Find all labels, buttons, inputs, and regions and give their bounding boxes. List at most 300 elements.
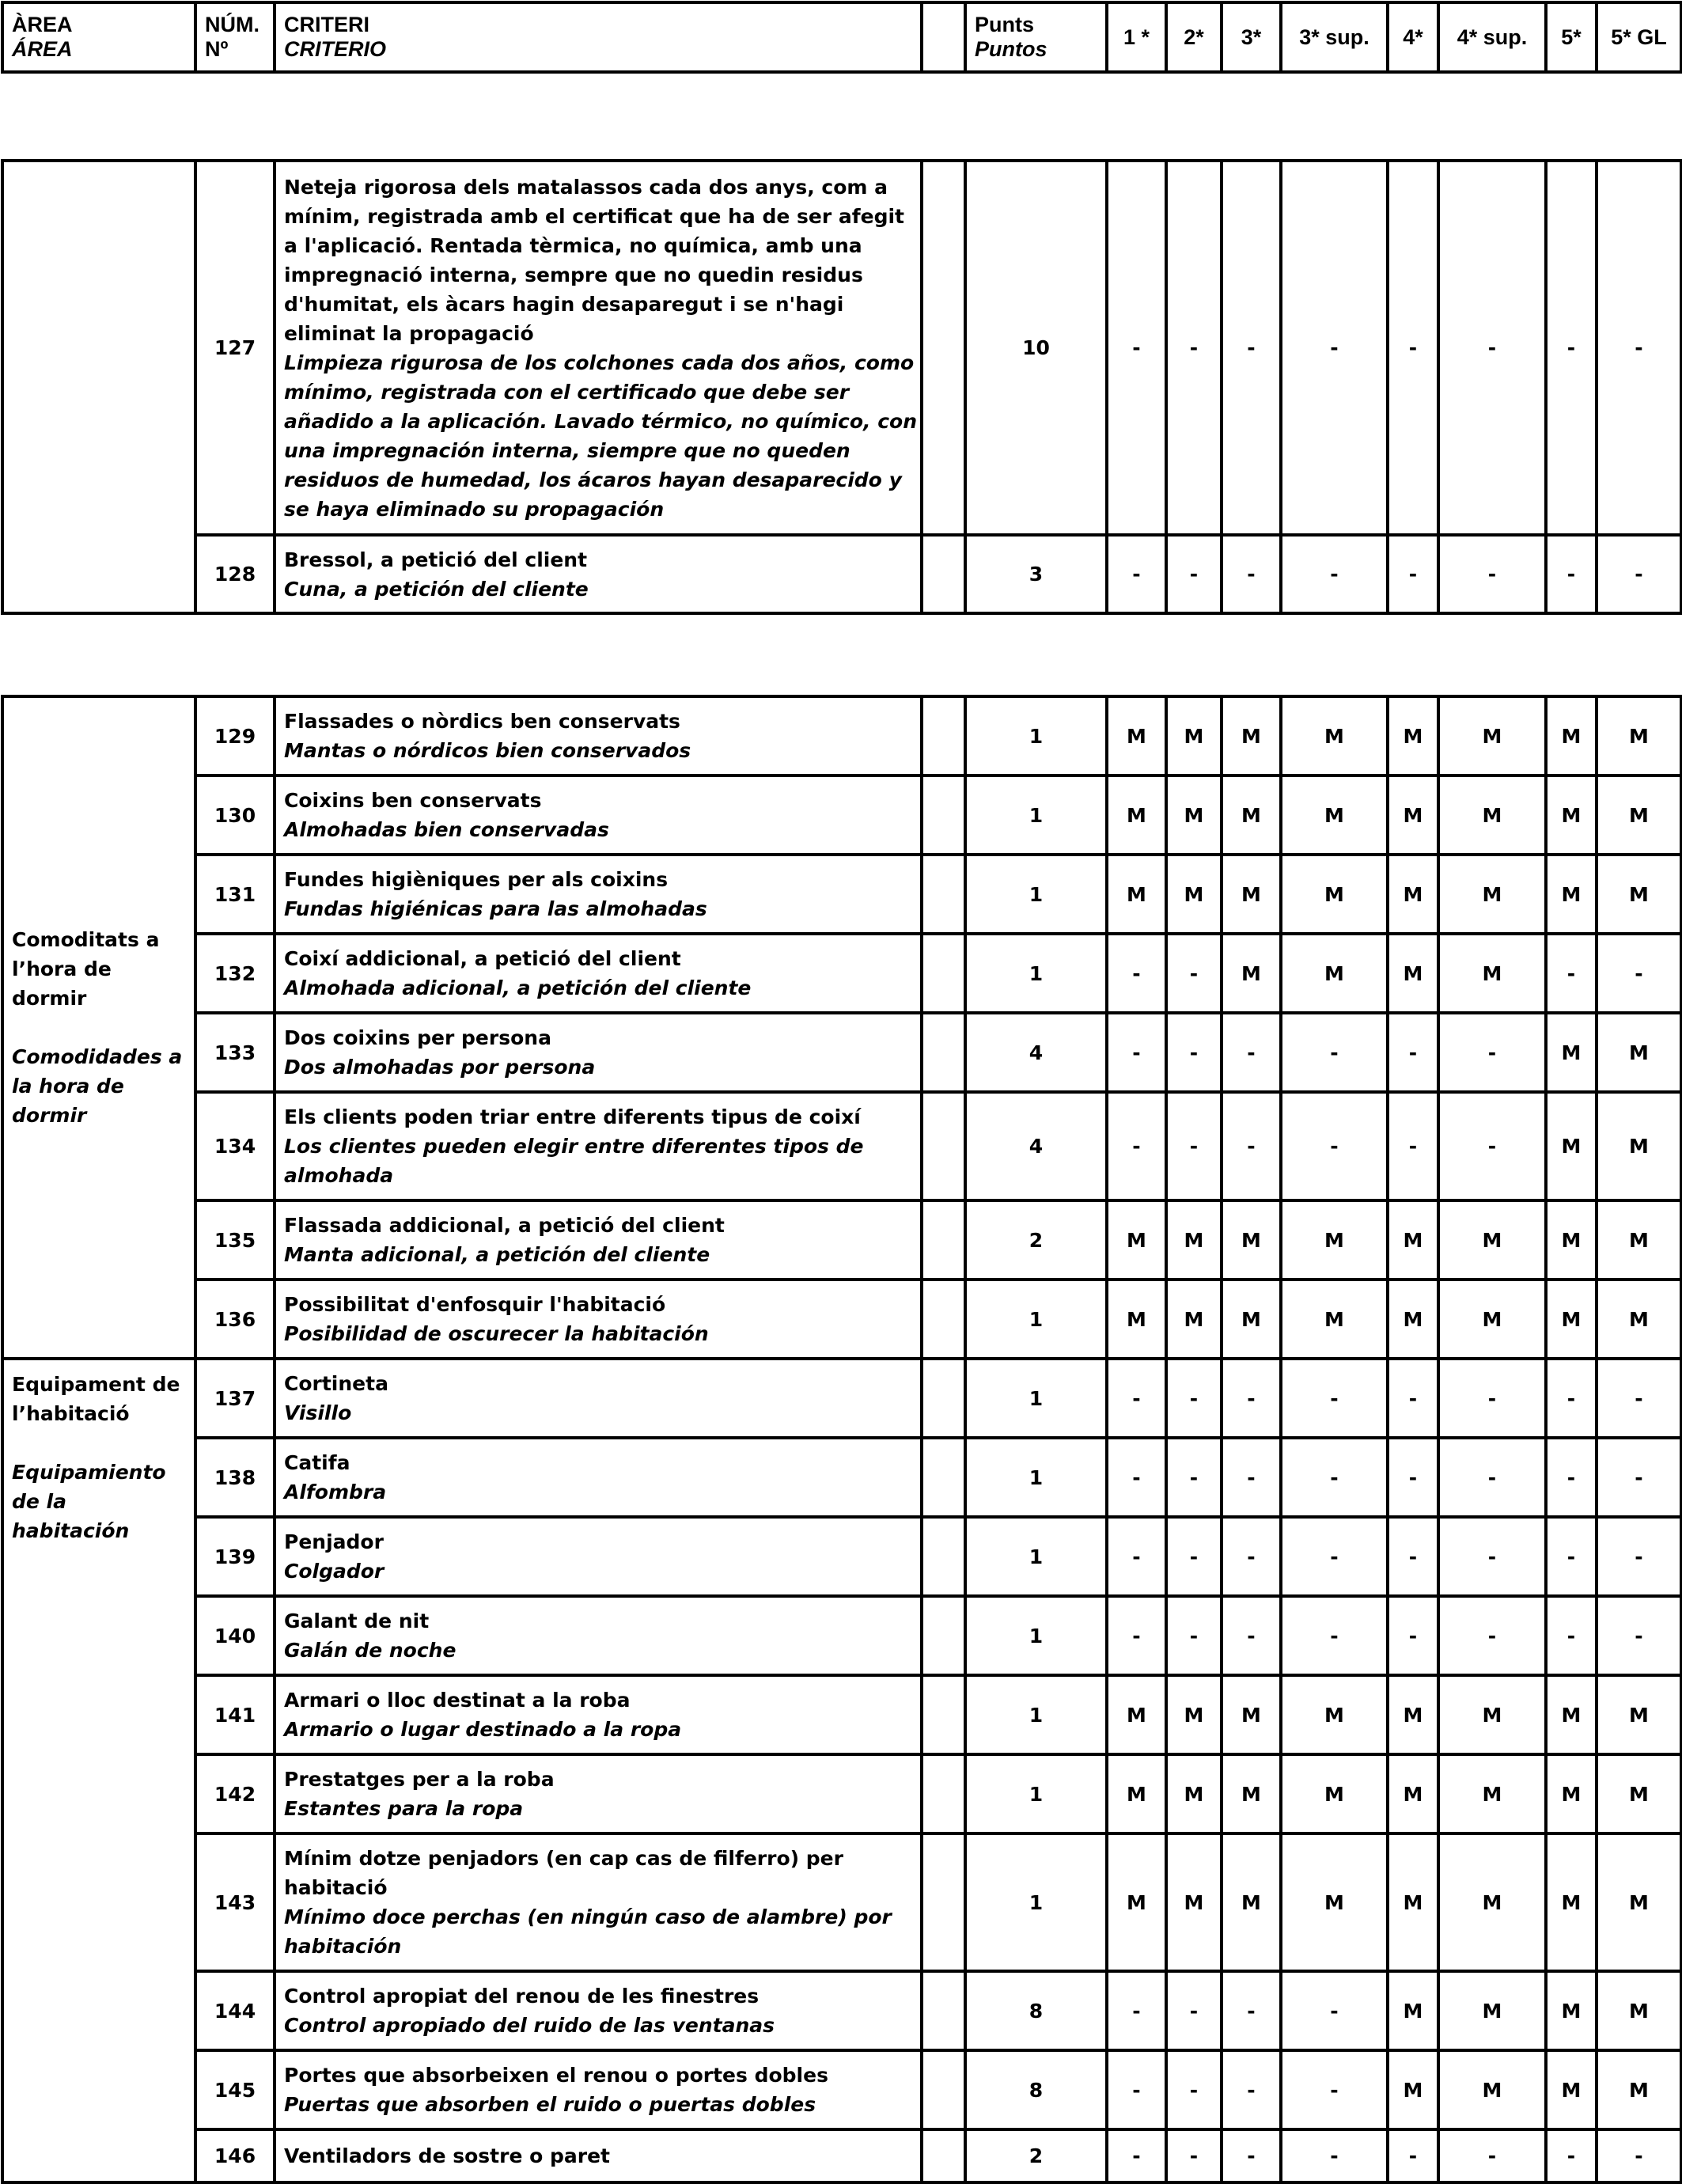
star-value-4sup: - [1438, 535, 1546, 613]
header-punts-es: Puntos [975, 37, 1047, 61]
criterion-text-es: Dos almohadas por persona [284, 1056, 596, 1079]
star-value-3: M [1222, 1833, 1281, 1971]
criterion-number: 127 [195, 161, 275, 535]
criterion-text-ca: Cortineta [284, 1372, 388, 1395]
criterion-number: 130 [195, 775, 275, 855]
star-value-5gl: M [1597, 1833, 1681, 1971]
star-value-1: M [1107, 775, 1166, 855]
criterion-text [275, 1754, 922, 1833]
star-value-4: M [1388, 1280, 1438, 1359]
star-value-5: M [1546, 1092, 1597, 1200]
table-row [2, 161, 1681, 535]
criterion-points: 2 [965, 2129, 1107, 2182]
criterion-text-ca: Portes que absorbeixen el renou o portes dobles [284, 2064, 828, 2087]
star-value-1: M [1107, 696, 1166, 775]
criterion-points: 1 [965, 1517, 1107, 1596]
area-cell [2, 1359, 195, 2182]
criterion-text-ca: Flassades o nòrdics ben conservats [284, 710, 680, 733]
star-value-3sup: M [1281, 1833, 1388, 1971]
area-label-ca: l’hora de dormir [12, 957, 112, 1010]
criterion-number: 140 [195, 1596, 275, 1675]
criterion-text [275, 161, 922, 535]
header-num [195, 2, 275, 72]
star-value-3: - [1222, 1517, 1281, 1596]
table-row [2, 1013, 1681, 1092]
star-value-1: - [1107, 1359, 1166, 1438]
criterion-text-es: Cuna, a petición del cliente [284, 577, 589, 601]
star-value-1: - [1107, 1438, 1166, 1517]
criterion-text [275, 1833, 922, 1971]
criterion-number: 131 [195, 855, 275, 934]
star-value-3sup: - [1281, 1359, 1388, 1438]
criterion-text-es: Galán de noche [284, 1639, 456, 1662]
star-value-1: M [1107, 1200, 1166, 1280]
area-label-ca: Equipament de [12, 1373, 180, 1396]
star-value-2: M [1166, 1675, 1222, 1754]
table-row [2, 2129, 1681, 2182]
criteria-table-section-1 [1, 159, 1682, 615]
criterion-number: 141 [195, 1675, 275, 1754]
star-value-2: - [1166, 1517, 1222, 1596]
table-row [2, 2050, 1681, 2129]
criterion-text [275, 1596, 922, 1675]
star-value-3sup: - [1281, 161, 1388, 535]
star-value-5: M [1546, 1200, 1597, 1280]
criterion-points: 1 [965, 1675, 1107, 1754]
star-value-3: - [1222, 1359, 1281, 1438]
star-value-3: M [1222, 855, 1281, 934]
star-value-3: - [1222, 2050, 1281, 2129]
criterion-text [275, 1971, 922, 2050]
star-value-3: M [1222, 1200, 1281, 1280]
criterion-number: 136 [195, 1280, 275, 1359]
criterion-text-es: Visillo [284, 1401, 352, 1424]
criterion-text [275, 696, 922, 775]
star-value-5: - [1546, 2129, 1597, 2182]
star-value-5: - [1546, 1596, 1597, 1675]
star-value-1: - [1107, 1517, 1166, 1596]
criterion-points: 1 [965, 1596, 1107, 1675]
star-value-4: M [1388, 1833, 1438, 1971]
criterion-number: 135 [195, 1200, 275, 1280]
criterion-text-ca: Armari o lloc destinat a la roba [284, 1689, 631, 1712]
star-value-2: - [1166, 1596, 1222, 1675]
star-value-5gl: - [1597, 161, 1681, 535]
star-value-5gl: M [1597, 1280, 1681, 1359]
star-value-2: M [1166, 775, 1222, 855]
star-value-3: M [1222, 696, 1281, 775]
criterion-points: 2 [965, 1200, 1107, 1280]
table-row [2, 696, 1681, 775]
header-blank [922, 2, 965, 72]
table-row [2, 535, 1681, 613]
criterion-number: 133 [195, 1013, 275, 1092]
blank-cell [922, 1280, 965, 1359]
criterion-text-es: Alfombra [284, 1481, 387, 1503]
criterion-text-ca: Control apropiat del renou de les finestres [284, 1985, 760, 2008]
criterion-text-ca: Coixí addicional, a petició del client [284, 947, 681, 970]
star-value-3: - [1222, 1438, 1281, 1517]
star-value-3sup: - [1281, 1013, 1388, 1092]
criterion-text-es: Armario o lugar destinado a la ropa [284, 1718, 682, 1741]
star-value-5gl: M [1597, 1754, 1681, 1833]
header-area-es: ÁREA [12, 37, 73, 61]
criterion-points: 3 [965, 535, 1107, 613]
header-num-ca: NÚM. [205, 13, 259, 36]
star-value-2: - [1166, 2129, 1222, 2182]
star-value-5gl: M [1597, 855, 1681, 934]
star-value-4: M [1388, 2050, 1438, 2129]
table-row [2, 1971, 1681, 2050]
area-cell [2, 696, 195, 1359]
star-value-1: M [1107, 1754, 1166, 1833]
star-value-3: M [1222, 1675, 1281, 1754]
header-star-5gl: 5* GL [1597, 2, 1681, 72]
criterion-points: 1 [965, 1754, 1107, 1833]
star-value-2: - [1166, 535, 1222, 613]
star-value-4sup: M [1438, 1971, 1546, 2050]
criterion-points: 4 [965, 1013, 1107, 1092]
star-value-5: - [1546, 934, 1597, 1013]
star-value-5gl: M [1597, 2050, 1681, 2129]
star-value-2: - [1166, 934, 1222, 1013]
blank-cell [922, 1971, 965, 2050]
criterion-text [275, 934, 922, 1013]
star-value-3sup: M [1281, 1200, 1388, 1280]
star-value-1: M [1107, 1675, 1166, 1754]
star-value-4sup: M [1438, 855, 1546, 934]
star-value-3: - [1222, 1013, 1281, 1092]
criterion-text [275, 1200, 922, 1280]
header-star-1: 1 * [1107, 2, 1166, 72]
star-value-4sup: - [1438, 2129, 1546, 2182]
criterion-text-es: Puertas que absorben el ruido o puertas dobles [284, 2093, 816, 2116]
star-value-5gl: M [1597, 1092, 1681, 1200]
star-value-2: M [1166, 1200, 1222, 1280]
criterion-text-ca: Flassada addicional, a petició del client [284, 1214, 725, 1237]
star-value-4sup: M [1438, 1833, 1546, 1971]
star-value-4: M [1388, 1754, 1438, 1833]
criterion-text-es: Mantas o nórdicos bien conservados [284, 739, 691, 762]
criterion-text [275, 1675, 922, 1754]
table-row [2, 934, 1681, 1013]
star-value-1: - [1107, 1596, 1166, 1675]
star-value-2: M [1166, 1833, 1222, 1971]
star-value-5gl: M [1597, 696, 1681, 775]
star-value-4sup: M [1438, 1675, 1546, 1754]
criterion-text-ca: Neteja rigorosa dels matalassos cada dos anys, com a mínim, registrada amb el certificat que ha de ser afegit a l'aplicació. Rentada tèrmica, no química, amb una impregnació interna, sempre que no quedin residus d'humitat, els àcars hagin desaparegut i se n'hagi eliminat la propagació [284, 175, 904, 345]
star-value-3sup: M [1281, 696, 1388, 775]
star-value-5: - [1546, 535, 1597, 613]
star-value-2: M [1166, 696, 1222, 775]
star-value-4sup: - [1438, 1517, 1546, 1596]
star-value-1: - [1107, 535, 1166, 613]
star-value-5gl: - [1597, 934, 1681, 1013]
header-criteri-es: CRITERIO [284, 37, 387, 61]
star-value-5: M [1546, 1013, 1597, 1092]
star-value-4: - [1388, 2129, 1438, 2182]
criterion-number: 129 [195, 696, 275, 775]
star-value-3: - [1222, 2129, 1281, 2182]
header-criteri [275, 2, 922, 72]
star-value-4: - [1388, 1092, 1438, 1200]
table-row [2, 1200, 1681, 1280]
criteria-table-section-2 [1, 695, 1682, 2184]
star-value-4sup: M [1438, 934, 1546, 1013]
star-value-1: - [1107, 934, 1166, 1013]
star-value-3sup: - [1281, 2129, 1388, 2182]
criterion-number: 142 [195, 1754, 275, 1833]
star-value-2: - [1166, 1013, 1222, 1092]
criterion-text [275, 2050, 922, 2129]
star-value-2: M [1166, 855, 1222, 934]
area-label-es: Comodidades a [12, 1045, 183, 1068]
criterion-number: 144 [195, 1971, 275, 2050]
star-value-5gl: - [1597, 1359, 1681, 1438]
area-gap [12, 1013, 188, 1042]
criterion-text-ca: Coixins ben conservats [284, 789, 542, 812]
criterion-number: 143 [195, 1833, 275, 1971]
criterion-text-es: Colgador [284, 1560, 385, 1583]
star-value-4: M [1388, 775, 1438, 855]
star-value-2: - [1166, 1092, 1222, 1200]
blank-cell [922, 775, 965, 855]
blank-cell [922, 1438, 965, 1517]
star-value-4: M [1388, 696, 1438, 775]
criterion-points: 8 [965, 1971, 1107, 2050]
star-value-5: - [1546, 1438, 1597, 1517]
criterion-text-ca: Possibilitat d'enfosquir l'habitació [284, 1293, 666, 1316]
blank-cell [922, 1517, 965, 1596]
area-label-ca: Comoditats a [12, 928, 160, 951]
star-value-1: M [1107, 1280, 1166, 1359]
star-value-1: M [1107, 1833, 1166, 1971]
criterion-text-es: Estantes para la ropa [284, 1797, 524, 1820]
criterion-points: 1 [965, 775, 1107, 855]
criterion-number: 138 [195, 1438, 275, 1517]
area-label-es: Equipamiento [12, 1461, 166, 1484]
blank-cell [922, 2050, 965, 2129]
criterion-points: 1 [965, 696, 1107, 775]
criterion-text-ca: Catifa [284, 1451, 350, 1474]
criterion-text [275, 535, 922, 613]
header-star-3: 3* [1222, 2, 1281, 72]
star-value-3sup: - [1281, 1517, 1388, 1596]
blank-cell [922, 1675, 965, 1754]
area-gap [12, 1428, 188, 1458]
criterion-points: 1 [965, 855, 1107, 934]
criterion-points: 1 [965, 1359, 1107, 1438]
star-value-3sup: M [1281, 1754, 1388, 1833]
criterion-text-es: Almohada adicional, a petición del cliente [284, 976, 752, 999]
star-value-5gl: - [1597, 2129, 1681, 2182]
area-label-es: la hora de [12, 1075, 124, 1098]
star-value-3sup: M [1281, 1675, 1388, 1754]
star-value-4sup: - [1438, 1359, 1546, 1438]
star-value-3sup: M [1281, 855, 1388, 934]
criterion-points: 8 [965, 2050, 1107, 2129]
criterion-text-es: Manta adicional, a petición del cliente [284, 1243, 710, 1266]
criterion-text [275, 1517, 922, 1596]
star-value-4: M [1388, 1971, 1438, 2050]
star-value-4sup: M [1438, 1280, 1546, 1359]
blank-cell [922, 1013, 965, 1092]
star-value-3sup: M [1281, 1280, 1388, 1359]
area-cell-empty [2, 161, 195, 613]
star-value-4sup: M [1438, 775, 1546, 855]
star-value-2: - [1166, 161, 1222, 535]
header-table [1, 1, 1682, 74]
criterion-text [275, 1359, 922, 1438]
star-value-3: M [1222, 934, 1281, 1013]
star-value-5gl: M [1597, 1200, 1681, 1280]
criterion-points: 1 [965, 1833, 1107, 1971]
star-value-4sup: - [1438, 161, 1546, 535]
criterion-text-ca: Penjador [284, 1530, 384, 1553]
criterion-text [275, 775, 922, 855]
header-star-4: 4* [1388, 2, 1438, 72]
criterion-text-ca: Mínim dotze penjadors (en cap cas de filferro) per habitació [284, 1847, 843, 1899]
star-value-4: - [1388, 535, 1438, 613]
star-value-5gl: - [1597, 1517, 1681, 1596]
criterion-number: 137 [195, 1359, 275, 1438]
table-row [2, 1517, 1681, 1596]
star-value-3: - [1222, 1596, 1281, 1675]
star-value-4: - [1388, 1438, 1438, 1517]
star-value-5: M [1546, 1280, 1597, 1359]
star-value-5: M [1546, 1675, 1597, 1754]
star-value-5gl: - [1597, 1596, 1681, 1675]
criterion-text-es: Control apropiado del ruido de las ventanas [284, 2014, 775, 2037]
star-value-3: M [1222, 1280, 1281, 1359]
criterion-text-ca: Bressol, a petició del client [284, 548, 588, 571]
star-value-2: M [1166, 1754, 1222, 1833]
star-value-3sup: - [1281, 535, 1388, 613]
star-value-5gl: M [1597, 1013, 1681, 1092]
criterion-text [275, 1280, 922, 1359]
star-value-3: - [1222, 1971, 1281, 2050]
star-value-5gl: M [1597, 1675, 1681, 1754]
table-row [2, 1438, 1681, 1517]
table-row [2, 1833, 1681, 1971]
star-value-5: - [1546, 1359, 1597, 1438]
blank-cell [922, 2129, 965, 2182]
criterion-text-ca: Fundes higièniques per als coixins [284, 868, 669, 891]
star-value-4: - [1388, 1359, 1438, 1438]
star-value-1: - [1107, 2050, 1166, 2129]
star-value-5: M [1546, 775, 1597, 855]
star-value-4: - [1388, 1013, 1438, 1092]
header-star-2: 2* [1166, 2, 1222, 72]
header-criteri-ca: CRITERI [284, 13, 369, 36]
blank-cell [922, 696, 965, 775]
criterion-text [275, 1438, 922, 1517]
blank-cell [922, 1359, 965, 1438]
blank-cell [922, 161, 965, 535]
star-value-3sup: - [1281, 1971, 1388, 2050]
criterion-text-es: Fundas higiénicas para las almohadas [284, 897, 707, 920]
star-value-1: - [1107, 2129, 1166, 2182]
star-value-5: M [1546, 1754, 1597, 1833]
star-value-3: - [1222, 535, 1281, 613]
star-value-1: - [1107, 1971, 1166, 2050]
criterion-number: 132 [195, 934, 275, 1013]
star-value-5: M [1546, 1971, 1597, 2050]
criterion-text [275, 855, 922, 934]
criterion-text-ca: Prestatges per a la roba [284, 1768, 555, 1791]
header-num-es: Nº [205, 37, 229, 61]
star-value-3: - [1222, 161, 1281, 535]
criterion-points: 10 [965, 161, 1107, 535]
star-value-4: - [1388, 1596, 1438, 1675]
criterion-number: 146 [195, 2129, 275, 2182]
star-value-4sup: M [1438, 1200, 1546, 1280]
star-value-5: M [1546, 2050, 1597, 2129]
header-star-4sup: 4* sup. [1438, 2, 1546, 72]
table-row [2, 1754, 1681, 1833]
criterion-text-ca: Galant de nit [284, 1610, 430, 1632]
star-value-3sup: - [1281, 1438, 1388, 1517]
criterion-text-ca: Els clients poden triar entre diferents tipus de coixí [284, 1105, 861, 1128]
criterion-number: 145 [195, 2050, 275, 2129]
star-value-3: M [1222, 1754, 1281, 1833]
star-value-5: - [1546, 1517, 1597, 1596]
star-value-4: M [1388, 934, 1438, 1013]
header-area [2, 2, 195, 72]
criterion-text-es: Los clientes pueden elegir entre diferentes tipos de almohada [284, 1135, 864, 1187]
star-value-2: - [1166, 2050, 1222, 2129]
blank-cell [922, 855, 965, 934]
star-value-4sup: M [1438, 1754, 1546, 1833]
table-row [2, 1596, 1681, 1675]
table-row [2, 1675, 1681, 1754]
blank-cell [922, 535, 965, 613]
star-value-1: - [1107, 161, 1166, 535]
table-row [2, 1280, 1681, 1359]
criterion-points: 4 [965, 1092, 1107, 1200]
criterion-text [275, 1092, 922, 1200]
star-value-3sup: - [1281, 1596, 1388, 1675]
star-value-1: - [1107, 1013, 1166, 1092]
table-row [2, 1092, 1681, 1200]
star-value-1: - [1107, 1092, 1166, 1200]
blank-cell [922, 1833, 965, 1971]
star-value-3sup: M [1281, 934, 1388, 1013]
area-label-ca: l’habitació [12, 1402, 130, 1425]
criterion-number: 134 [195, 1092, 275, 1200]
star-value-4sup: - [1438, 1596, 1546, 1675]
star-value-3sup: - [1281, 2050, 1388, 2129]
criterion-text-es: Mínimo doce perchas (en ningún caso de alambre) por habitación [284, 1905, 892, 1958]
criterion-text [275, 1013, 922, 1092]
star-value-2: - [1166, 1359, 1222, 1438]
star-value-2: - [1166, 1971, 1222, 2050]
star-value-3sup: M [1281, 775, 1388, 855]
criterion-text-ca: Ventiladors de sostre o paret [284, 2144, 610, 2167]
star-value-4sup: M [1438, 696, 1546, 775]
criterion-number: 139 [195, 1517, 275, 1596]
header-star-5: 5* [1546, 2, 1597, 72]
criterion-points: 1 [965, 1280, 1107, 1359]
header-area-ca: ÀREA [12, 13, 73, 36]
star-value-5gl: - [1597, 1438, 1681, 1517]
star-value-4: M [1388, 1200, 1438, 1280]
star-value-5: M [1546, 1833, 1597, 1971]
blank-cell [922, 1754, 965, 1833]
star-value-5: - [1546, 161, 1597, 535]
table-row [2, 855, 1681, 934]
criterion-points: 1 [965, 1438, 1107, 1517]
